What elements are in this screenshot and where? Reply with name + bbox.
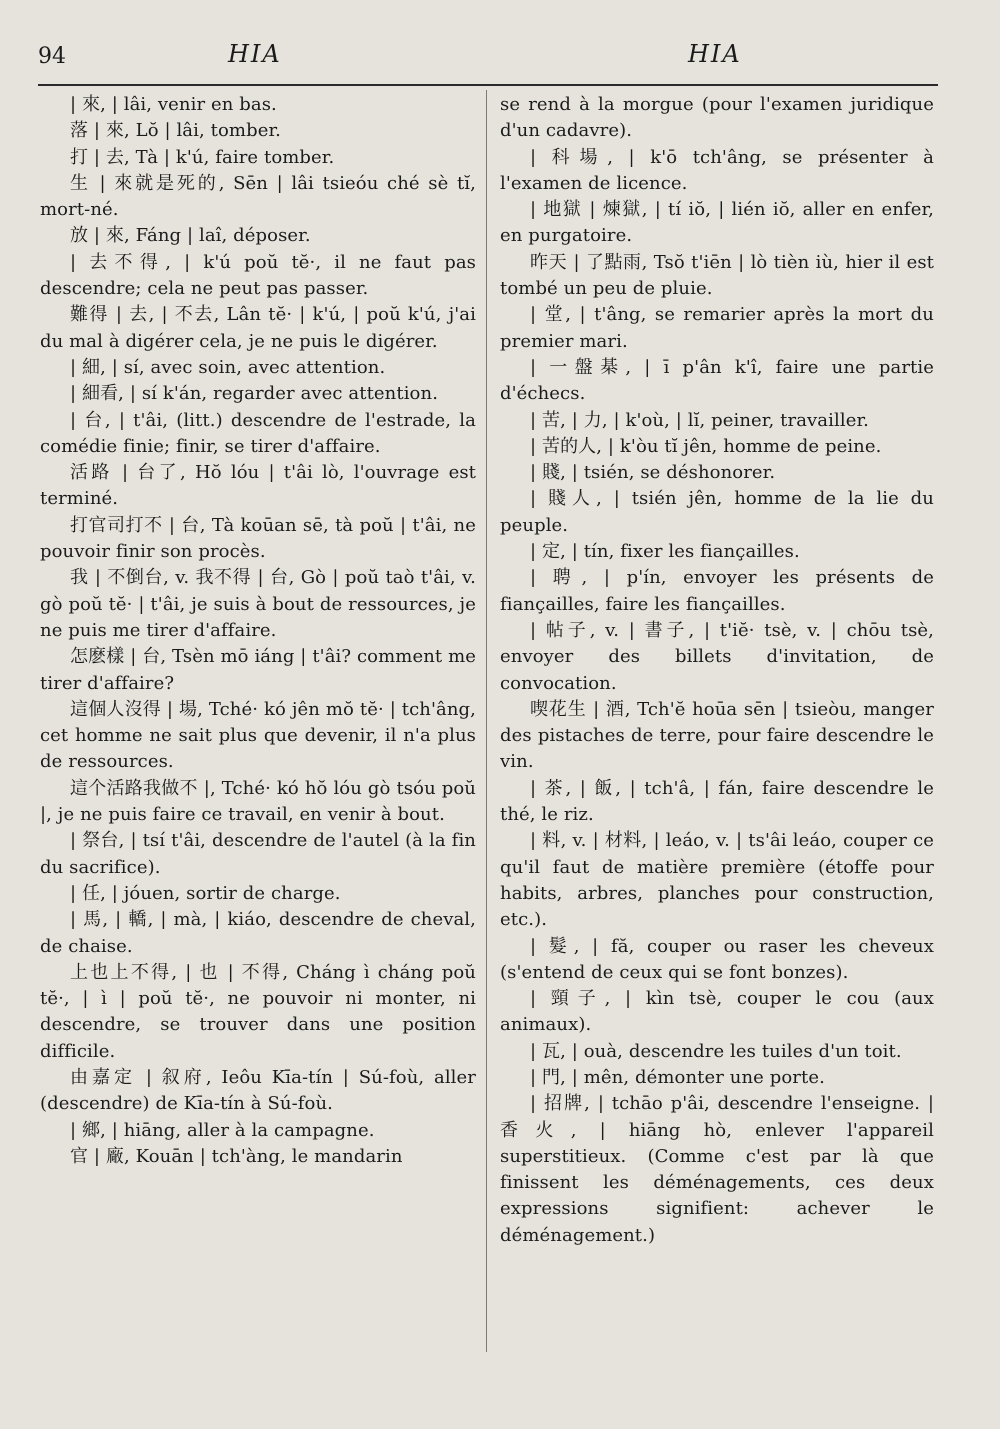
dictionary-entry: | 細, | sí, avec soin, avec attention. bbox=[70, 356, 386, 378]
dictionary-entry: 生 | 來就是死的, Sēn | lâi tsieóu ché sè tĭ, mort-né. bbox=[40, 172, 476, 221]
dictionary-entry: | 茶, | 飯, | tch'â, | fán, faire descendre le thé, le riz. bbox=[500, 777, 934, 826]
dictionary-entry: | 賤人, | tsién jên, homme de la lie du peuple. bbox=[500, 488, 934, 536]
dictionary-entry: | 定, | tín, fixer les fiançailles. bbox=[530, 541, 800, 563]
dictionary-entry: 我 | 不倒台, v. 我不得 | 台, Gò | poŭ taò t'âi, v. gò poŭ tĕ· | t'âi, je suis à bout de ressources, je ne puis me tirer d'affaire. bbox=[40, 567, 476, 641]
dictionary-entry: | 料, v. | 材料, | leáo, v. | ts'âi leáo, couper ce qu'il faut de matière première (étoffe pour habits, arbres, planches pour construction, etc.). bbox=[500, 830, 934, 931]
dictionary-entry: | 任, | jóuen, sortir de charge. bbox=[70, 882, 341, 904]
page-number: 94 bbox=[38, 44, 66, 69]
dictionary-entry: | 帖子, v. | 書子, | t'iĕ· tsè, v. | chōu tsè, envoyer des billets d'invitation, de convocation. bbox=[500, 619, 934, 694]
dictionary-entry: | 頸子, | kìn tsè, couper le cou (aux animaux). bbox=[500, 988, 934, 1036]
dictionary-entry: | 髮, | fă, couper ou raser les cheveux (s'entend de ceux qui se font bonzes). bbox=[500, 935, 934, 983]
dictionary-entry: | 來, | lâi, venir en bas. bbox=[70, 94, 277, 115]
dictionary-entry: 這个活路我做不 |, Tché· kó hŏ lóu gò tsóu poŭ |, je ne puis faire ce travail, en venir à bout. bbox=[40, 777, 476, 826]
dictionary-entry: 難得 | 去, | 不去, Lân tĕ· | k'ú, | poŭ k'ú, j'ai du mal à digérer cela, je ne puis le digérer. bbox=[40, 304, 476, 352]
header-rule bbox=[38, 84, 938, 86]
dictionary-entry: | 苦, | 力, | k'où, | lĭ, peiner, travailler. bbox=[530, 409, 870, 431]
dictionary-entry: | 堂, | t'âng, se remarier après la mort du premier mari. bbox=[500, 304, 934, 352]
dictionary-entry: 怎麽樣 | 台, Tsèn mō iáng | t'âi? comment me tirer d'affaire? bbox=[40, 646, 476, 694]
column-divider bbox=[486, 90, 487, 1352]
dictionary-entry: | 去不得, | k'ú poŭ tĕ·, il ne faut pas descendre; cela ne peut pas passer. bbox=[40, 251, 476, 300]
dictionary-entry: 落 | 來, Lŏ | lâi, tomber. bbox=[70, 120, 281, 142]
dictionary-entry-continuation: se rend à la morgue (pour l'examen juridique d'un cadavre). bbox=[500, 94, 934, 142]
dictionary-entry: 官 | 廠, Kouān | tch'àng, le mandarin bbox=[70, 1145, 403, 1167]
dictionary-entry: | 一盤棊, | ī p'ân k'î, faire une partie d'échecs. bbox=[500, 356, 934, 405]
running-head-right: HIA bbox=[688, 40, 742, 68]
left-column bbox=[40, 92, 476, 1392]
dictionary-entry: | 科場, | k'ō tch'âng, se présenter à l'examen de licence. bbox=[500, 146, 934, 194]
dictionary-entry: | 瓦, | ouà, descendre les tuiles d'un toit. bbox=[530, 1040, 902, 1062]
dictionary-entry: | 地獄 | 煉獄, | tí iŏ, | lién iŏ, aller en enfer, en purgatoire. bbox=[500, 199, 934, 247]
page-header bbox=[0, 40, 1000, 76]
dictionary-entry: 打官司打不 | 台, Tà koūan sē, tà poŭ | t'âi, ne pouvoir finir son procès. bbox=[40, 514, 476, 563]
dictionary-entry: | 門, | mên, démonter une porte. bbox=[530, 1066, 825, 1088]
running-head-left: HIA bbox=[228, 40, 282, 68]
dictionary-entry: | 招牌, | tchāo p'âi, descendre l'enseigne. | 香火, | hiāng hò, enlever l'appareil superstitieux. (Comme c'est par là que finissent les déménagements, ces deux expressions signifient: achever le déménagement.) bbox=[500, 1093, 934, 1246]
dictionary-entry: 這個人沒得 | 場, Tché· kó jên mŏ tĕ· | tch'âng, cet homme ne sait plus que devenir, il n'a plus de ressources. bbox=[40, 698, 476, 773]
dictionary-entry: 打 | 去, Tà | k'ú, faire tomber. bbox=[70, 146, 335, 168]
dictionary-entry: | 賤, | tsién, se déshonorer. bbox=[530, 462, 776, 484]
dictionary-entry: | 祭台, | tsí t'âi, descendre de l'autel (à la fin du sacrifice). bbox=[40, 830, 476, 878]
dictionary-entry: 放 | 來, Fáng | laî, déposer. bbox=[70, 225, 311, 247]
dictionary-entry: 喫花生 | 酒, Tch'ĕ hoūa sēn | tsieòu, manger des pistaches de terre, pour faire descendre le vin. bbox=[500, 698, 934, 773]
dictionary-entry: | 台, | t'âi, (litt.) descendre de l'estrade, la comédie finie; finir, se tirer d'affaire. bbox=[40, 409, 476, 457]
right-column bbox=[500, 92, 934, 1392]
dictionary-entry: | 馬, | 轎, | mà, | kiáo, descendre de cheval, de chaise. bbox=[40, 909, 476, 957]
dictionary-entry: | 鄉, | hiāng, aller à la campagne. bbox=[70, 1119, 375, 1141]
dictionary-entry: | 苦的人, | k'òu tĭ jên, homme de peine. bbox=[530, 435, 882, 457]
dictionary-entry: 由嘉定 | 叙府, Ieôu Kīa-tín | Sú-foù, aller (descendre) de Kīa-tín à Sú-foù. bbox=[40, 1066, 476, 1115]
dictionary-entry: 活路 | 台了, Hŏ lóu | t'âi lò, l'ouvrage est terminé. bbox=[40, 462, 476, 510]
dictionary-entry: 昨天 | 了點雨, Tsŏ t'iēn | lò tièn iù, hier il est tombé un peu de pluie. bbox=[500, 251, 934, 300]
dictionary-entry: | 聘, | p'ín, envoyer les présents de fiançailles, faire les fiançailles. bbox=[500, 567, 934, 615]
dictionary-entry: | 細看, | sí k'án, regarder avec attention. bbox=[70, 383, 439, 405]
dictionary-entry: 上也上不得, | 也 | 不得, Cháng ì cháng poŭ tĕ·, | ì | poŭ tĕ·, ne pouvoir ni monter, ni descendre, se trouver dans une position difficile. bbox=[40, 961, 476, 1062]
